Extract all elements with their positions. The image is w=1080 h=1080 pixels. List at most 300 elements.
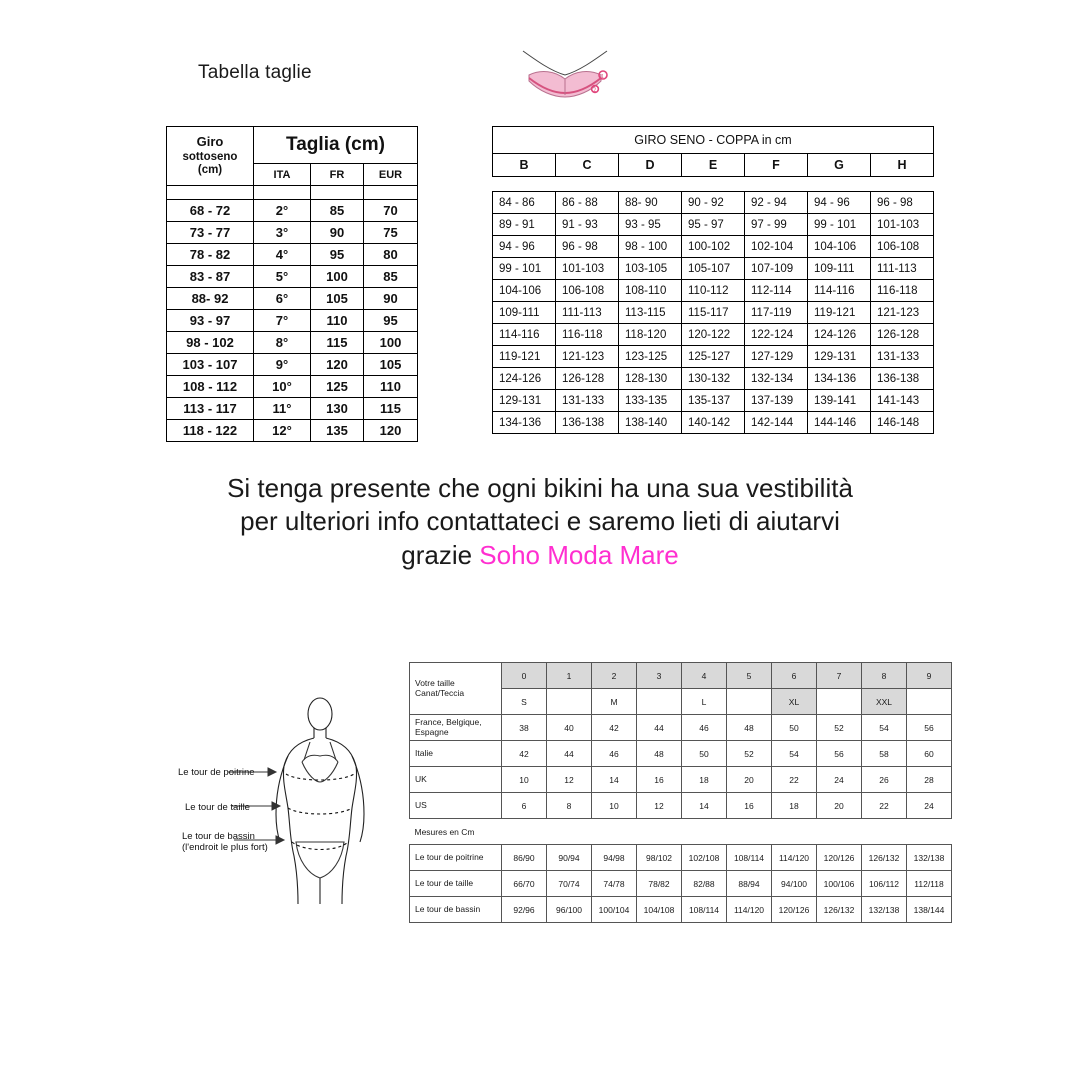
cell-cup-d: 103-105: [619, 258, 682, 280]
cell-taille-8: 106/112: [862, 871, 907, 897]
table-row: [410, 767, 952, 793]
figure-label-bassin: [182, 832, 294, 854]
cell-cup-f: 92 - 94: [745, 192, 808, 214]
cell-cup-e: 135-137: [682, 390, 745, 412]
subheader-fr: FR: [311, 164, 364, 186]
cell-cup-c: 116-118: [556, 324, 619, 346]
cell-us-7: 20: [817, 793, 862, 819]
cell-fr-7: 52: [817, 715, 862, 741]
cell-cup-h: 136-138: [871, 368, 934, 390]
cell-us-5: 16: [727, 793, 772, 819]
size-number-5: 5: [727, 663, 772, 689]
cell-fr-6: 50: [772, 715, 817, 741]
table-row: [493, 412, 934, 434]
cell-poitrine-6: 114/120: [772, 845, 817, 871]
cell-fr: 90: [311, 222, 364, 244]
cell-cup-c: 96 - 98: [556, 236, 619, 258]
cell-us-6: 18: [772, 793, 817, 819]
cell-cup-d: 108-110: [619, 280, 682, 302]
header-giro-sottoseno: [167, 127, 254, 186]
cell-fr-8: 54: [862, 715, 907, 741]
row-label-us: US: [410, 793, 502, 819]
cell-cup-g: 104-106: [808, 236, 871, 258]
spacer-cell: [364, 186, 418, 200]
cell-poitrine-2: 94/98: [592, 845, 637, 871]
row-label-italie: Italie: [410, 741, 502, 767]
cell-cup-c: 101-103: [556, 258, 619, 280]
brand-name: Soho Moda Mare: [479, 539, 679, 570]
letter-size-gap-4: [817, 689, 862, 715]
cell-cup-f: 137-139: [745, 390, 808, 412]
cell-taille-7: 100/106: [817, 871, 862, 897]
cell-cup-c: 136-138: [556, 412, 619, 434]
table-row: [493, 214, 934, 236]
cell-cup-e: 105-107: [682, 258, 745, 280]
cell-giro: 108 - 112: [167, 376, 254, 398]
cell-bassin-5: 114/120: [727, 897, 772, 923]
cell-it-6: 54: [772, 741, 817, 767]
spacer-cell: [493, 177, 556, 192]
table-row: [167, 200, 418, 222]
notice-line-3: [0, 539, 1080, 572]
cell-giro: 88- 92: [167, 288, 254, 310]
cell-ita: 4°: [254, 244, 311, 266]
row-label-taille: Le tour de taille: [410, 871, 502, 897]
cell-cup-d: 98 - 100: [619, 236, 682, 258]
cell-fr: 125: [311, 376, 364, 398]
letter-size-gap-3: [727, 689, 772, 715]
cell-cup-d: 88- 90: [619, 192, 682, 214]
table-row: [167, 332, 418, 354]
cell-cup-f: 132-134: [745, 368, 808, 390]
cell-fr: 130: [311, 398, 364, 420]
row-label-bassin: Le tour de bassin: [410, 897, 502, 923]
page-title: Tabella taglie: [198, 62, 312, 83]
cell-poitrine-5: 108/114: [727, 845, 772, 871]
cell-cup-e: 125-127: [682, 346, 745, 368]
cell-it-4: 50: [682, 741, 727, 767]
letter-size-gap-2: [637, 689, 682, 715]
table-row: [167, 420, 418, 442]
cell-fr-3: 44: [637, 715, 682, 741]
letter-size-gap-1: [547, 689, 592, 715]
cell-it-1: 44: [547, 741, 592, 767]
cell-cup-d: 133-135: [619, 390, 682, 412]
cell-fr: 135: [311, 420, 364, 442]
size-number-3: 3: [637, 663, 682, 689]
cell-cup-b: 119-121: [493, 346, 556, 368]
cell-uk-6: 22: [772, 767, 817, 793]
size-number-1: 1: [547, 663, 592, 689]
cell-giro: 73 - 77: [167, 222, 254, 244]
cell-taille-5: 88/94: [727, 871, 772, 897]
spacer-cell: [871, 177, 934, 192]
cell-ita: 8°: [254, 332, 311, 354]
cell-bassin-7: 126/132: [817, 897, 862, 923]
figure-label-bassin-main: Le tour de bassin: [182, 831, 255, 842]
size-number-2: 2: [592, 663, 637, 689]
cell-eur: 110: [364, 376, 418, 398]
cell-fr: 110: [311, 310, 364, 332]
table-row: [410, 845, 952, 871]
cell-eur: 75: [364, 222, 418, 244]
cell-bassin-0: 92/96: [502, 897, 547, 923]
cup-letter-c: C: [556, 154, 619, 177]
spacer-cell: [556, 177, 619, 192]
table-row: [493, 192, 934, 214]
header-taglia-cm: Taglia (cm): [254, 127, 418, 164]
cell-cup-c: 121-123: [556, 346, 619, 368]
cell-uk-7: 24: [817, 767, 862, 793]
table-row: [493, 302, 934, 324]
cell-bassin-3: 104/108: [637, 897, 682, 923]
cell-ita: 9°: [254, 354, 311, 376]
table-row: [493, 154, 934, 177]
cell-ita: 2°: [254, 200, 311, 222]
cell-fr-1: 40: [547, 715, 592, 741]
cell-cup-f: 122-124: [745, 324, 808, 346]
cell-cup-b: 89 - 91: [493, 214, 556, 236]
header-votre-taille: Votre taille Canat/Teccia: [410, 663, 502, 715]
cell-us-3: 12: [637, 793, 682, 819]
cell-poitrine-1: 90/94: [547, 845, 592, 871]
cell-cup-c: 91 - 93: [556, 214, 619, 236]
cell-fr: 115: [311, 332, 364, 354]
cell-bassin-9: 138/144: [907, 897, 952, 923]
cell-cup-f: 117-119: [745, 302, 808, 324]
cell-us-0: 6: [502, 793, 547, 819]
cell-cup-e: 130-132: [682, 368, 745, 390]
cell-eur: 120: [364, 420, 418, 442]
table-row: [167, 398, 418, 420]
cell-giro: 78 - 82: [167, 244, 254, 266]
cell-bassin-4: 108/114: [682, 897, 727, 923]
cell-taille-1: 70/74: [547, 871, 592, 897]
cell-cup-d: 118-120: [619, 324, 682, 346]
cell-cup-f: 142-144: [745, 412, 808, 434]
size-table-cup: [492, 126, 934, 434]
cell-taille-4: 82/88: [682, 871, 727, 897]
cell-bassin-1: 96/100: [547, 897, 592, 923]
cell-giro: 93 - 97: [167, 310, 254, 332]
cell-ita: 10°: [254, 376, 311, 398]
table-row: [167, 288, 418, 310]
table-row: [493, 280, 934, 302]
cell-poitrine-7: 120/126: [817, 845, 862, 871]
table-row: [493, 258, 934, 280]
cell-us-1: 8: [547, 793, 592, 819]
figure-label-taille: Le tour de taille: [185, 802, 250, 813]
cell-cup-d: 93 - 95: [619, 214, 682, 236]
spacer-cell: [167, 186, 254, 200]
cell-cup-f: 112-114: [745, 280, 808, 302]
cell-cup-f: 97 - 99: [745, 214, 808, 236]
cell-cup-c: 86 - 88: [556, 192, 619, 214]
size-number-4: 4: [682, 663, 727, 689]
spacer-cell: [254, 186, 311, 200]
cell-cup-e: 140-142: [682, 412, 745, 434]
cell-cup-h: 116-118: [871, 280, 934, 302]
notice-text: [0, 472, 1080, 572]
cup-letter-d: D: [619, 154, 682, 177]
cell-cup-h: 111-113: [871, 258, 934, 280]
cell-cup-d: 123-125: [619, 346, 682, 368]
cell-cup-e: 115-117: [682, 302, 745, 324]
cell-cup-g: 114-116: [808, 280, 871, 302]
table-section-row: [410, 819, 952, 845]
cell-cup-h: 96 - 98: [871, 192, 934, 214]
cell-it-2: 46: [592, 741, 637, 767]
cell-uk-5: 20: [727, 767, 772, 793]
svg-text:2: 2: [593, 87, 597, 94]
cell-fr-5: 48: [727, 715, 772, 741]
cell-cup-b: 84 - 86: [493, 192, 556, 214]
cell-cup-e: 95 - 97: [682, 214, 745, 236]
cell-cup-b: 134-136: [493, 412, 556, 434]
cell-poitrine-0: 86/90: [502, 845, 547, 871]
cell-it-9: 60: [907, 741, 952, 767]
table-row: [167, 127, 418, 164]
cell-cup-b: 124-126: [493, 368, 556, 390]
cell-giro: 98 - 102: [167, 332, 254, 354]
cell-eur: 95: [364, 310, 418, 332]
size-number-6: 6: [772, 663, 817, 689]
cell-cup-e: 90 - 92: [682, 192, 745, 214]
cell-us-4: 14: [682, 793, 727, 819]
cell-it-8: 58: [862, 741, 907, 767]
cell-cup-b: 129-131: [493, 390, 556, 412]
cell-cup-h: 106-108: [871, 236, 934, 258]
letter-size-l: L: [682, 689, 727, 715]
cell-poitrine-3: 98/102: [637, 845, 682, 871]
subheader-ita: ITA: [254, 164, 311, 186]
cell-uk-1: 12: [547, 767, 592, 793]
cell-cup-d: 128-130: [619, 368, 682, 390]
spacer-cell: [682, 177, 745, 192]
cell-bassin-2: 100/104: [592, 897, 637, 923]
cell-cup-b: 114-116: [493, 324, 556, 346]
cell-it-5: 52: [727, 741, 772, 767]
cell-eur: 100: [364, 332, 418, 354]
cell-uk-9: 28: [907, 767, 952, 793]
cell-cup-d: 138-140: [619, 412, 682, 434]
cell-cup-c: 106-108: [556, 280, 619, 302]
svg-text:1: 1: [601, 74, 604, 80]
cell-fr-0: 38: [502, 715, 547, 741]
cell-taille-2: 74/78: [592, 871, 637, 897]
cell-eur: 85: [364, 266, 418, 288]
cell-ita: 6°: [254, 288, 311, 310]
cell-cup-f: 127-129: [745, 346, 808, 368]
cell-taille-3: 78/82: [637, 871, 682, 897]
table-row: [493, 324, 934, 346]
subheader-eur: EUR: [364, 164, 418, 186]
cell-fr: 100: [311, 266, 364, 288]
cell-cup-g: 109-111: [808, 258, 871, 280]
letter-size-xxl: XXL: [862, 689, 907, 715]
cell-eur: 115: [364, 398, 418, 420]
cell-cup-g: 134-136: [808, 368, 871, 390]
table-row: [493, 368, 934, 390]
cell-cup-g: 129-131: [808, 346, 871, 368]
cell-ita: 11°: [254, 398, 311, 420]
size-number-0: 0: [502, 663, 547, 689]
cell-cup-g: 144-146: [808, 412, 871, 434]
cell-fr-9: 56: [907, 715, 952, 741]
cell-poitrine-4: 102/108: [682, 845, 727, 871]
cell-cup-c: 131-133: [556, 390, 619, 412]
table-row: [167, 354, 418, 376]
cell-it-7: 56: [817, 741, 862, 767]
cell-uk-8: 26: [862, 767, 907, 793]
cup-letter-b: B: [493, 154, 556, 177]
notice-line-2: per ulteriori info contattateci e saremo lieti di aiutarvi: [240, 506, 840, 537]
figure-label-poitrine: Le tour de poitrine: [178, 767, 255, 778]
table-row: [167, 266, 418, 288]
table-row: [410, 663, 952, 689]
bra-measure-icon: [515, 45, 615, 107]
cell-cup-c: 111-113: [556, 302, 619, 324]
cell-cup-b: 94 - 96: [493, 236, 556, 258]
cell-taille-0: 66/70: [502, 871, 547, 897]
table-spacer-row: [493, 177, 934, 192]
cell-giro: 68 - 72: [167, 200, 254, 222]
header-giro-line1: Giro: [196, 134, 224, 150]
row-label-poitrine: Le tour de poitrine: [410, 845, 502, 871]
spacer-cell: [745, 177, 808, 192]
size-number-7: 7: [817, 663, 862, 689]
section-label-mesures: Mesures en Cm: [414, 826, 475, 837]
table-row: [410, 897, 952, 923]
table-row: [493, 127, 934, 154]
cell-fr: 120: [311, 354, 364, 376]
cell-cup-e: 110-112: [682, 280, 745, 302]
cell-cup-g: 99 - 101: [808, 214, 871, 236]
cell-cup-g: 119-121: [808, 302, 871, 324]
cell-it-3: 48: [637, 741, 682, 767]
cell-ita: 7°: [254, 310, 311, 332]
cell-eur: 70: [364, 200, 418, 222]
cell-cup-b: 109-111: [493, 302, 556, 324]
cell-giro: 103 - 107: [167, 354, 254, 376]
size-table-french: [409, 662, 952, 923]
header-giro-seno-coppa: GIRO SENO - COPPA in cm: [493, 127, 934, 154]
figure-label-bassin-note: (l'endroit le plus fort): [182, 841, 268, 853]
cell-fr-2: 42: [592, 715, 637, 741]
letter-size-xl: XL: [772, 689, 817, 715]
cell-giro: 118 - 122: [167, 420, 254, 442]
cell-cup-h: 131-133: [871, 346, 934, 368]
cell-fr: 85: [311, 200, 364, 222]
spacer-cell: [619, 177, 682, 192]
table-row: [167, 222, 418, 244]
cell-us-2: 10: [592, 793, 637, 819]
cell-poitrine-8: 126/132: [862, 845, 907, 871]
size-table-italian: [166, 126, 418, 442]
section-blank: [502, 819, 952, 845]
table-row: [493, 346, 934, 368]
cell-eur: 105: [364, 354, 418, 376]
cell-giro: 113 - 117: [167, 398, 254, 420]
cell-it-0: 42: [502, 741, 547, 767]
table-row: [493, 236, 934, 258]
cell-taille-6: 94/100: [772, 871, 817, 897]
cup-letter-e: E: [682, 154, 745, 177]
cup-letter-h: H: [871, 154, 934, 177]
spacer-cell: [311, 186, 364, 200]
cell-us-8: 22: [862, 793, 907, 819]
cell-cup-f: 102-104: [745, 236, 808, 258]
cell-poitrine-9: 132/138: [907, 845, 952, 871]
cell-fr-4: 46: [682, 715, 727, 741]
cell-ita: 12°: [254, 420, 311, 442]
header-giro-line3: (cm): [197, 164, 223, 177]
cell-cup-h: 101-103: [871, 214, 934, 236]
size-number-9: 9: [907, 663, 952, 689]
cell-uk-2: 14: [592, 767, 637, 793]
cell-cup-h: 126-128: [871, 324, 934, 346]
table-row: [167, 244, 418, 266]
cell-cup-b: 104-106: [493, 280, 556, 302]
table-row: [410, 715, 952, 741]
cell-bassin-8: 132/138: [862, 897, 907, 923]
notice-thanks: grazie: [401, 539, 480, 570]
cell-cup-e: 100-102: [682, 236, 745, 258]
spacer-cell: [808, 177, 871, 192]
table-row: [410, 871, 952, 897]
row-label-france: France, Belgique, Espagne: [410, 715, 502, 741]
cup-letter-f: F: [745, 154, 808, 177]
table-row: [167, 376, 418, 398]
letter-size-m: M: [592, 689, 637, 715]
cell-bassin-6: 120/126: [772, 897, 817, 923]
cell-cup-g: 94 - 96: [808, 192, 871, 214]
cell-eur: 80: [364, 244, 418, 266]
cell-cup-d: 113-115: [619, 302, 682, 324]
table-row: [167, 310, 418, 332]
cell-cup-g: 124-126: [808, 324, 871, 346]
notice-line-1: Si tenga presente che ogni bikini ha una sua vestibilità: [227, 473, 853, 503]
cell-eur: 90: [364, 288, 418, 310]
cell-cup-h: 146-148: [871, 412, 934, 434]
cell-cup-h: 141-143: [871, 390, 934, 412]
cell-cup-h: 121-123: [871, 302, 934, 324]
cell-cup-c: 126-128: [556, 368, 619, 390]
cell-uk-4: 18: [682, 767, 727, 793]
cell-cup-g: 139-141: [808, 390, 871, 412]
cup-letter-g: G: [808, 154, 871, 177]
cell-cup-f: 107-109: [745, 258, 808, 280]
header-giro-line2: sottoseno: [182, 150, 238, 163]
cell-us-9: 24: [907, 793, 952, 819]
row-label-uk: UK: [410, 767, 502, 793]
cell-fr: 105: [311, 288, 364, 310]
cell-fr: 95: [311, 244, 364, 266]
cell-cup-b: 99 - 101: [493, 258, 556, 280]
cell-giro: 83 - 87: [167, 266, 254, 288]
cell-taille-9: 112/118: [907, 871, 952, 897]
letter-size-s: S: [502, 689, 547, 715]
letter-size-gap-5: [907, 689, 952, 715]
table-spacer-row: [167, 186, 418, 200]
cell-ita: 5°: [254, 266, 311, 288]
cell-ita: 3°: [254, 222, 311, 244]
cell-cup-e: 120-122: [682, 324, 745, 346]
size-number-8: 8: [862, 663, 907, 689]
cell-uk-3: 16: [637, 767, 682, 793]
table-row: [410, 793, 952, 819]
table-row: [410, 741, 952, 767]
